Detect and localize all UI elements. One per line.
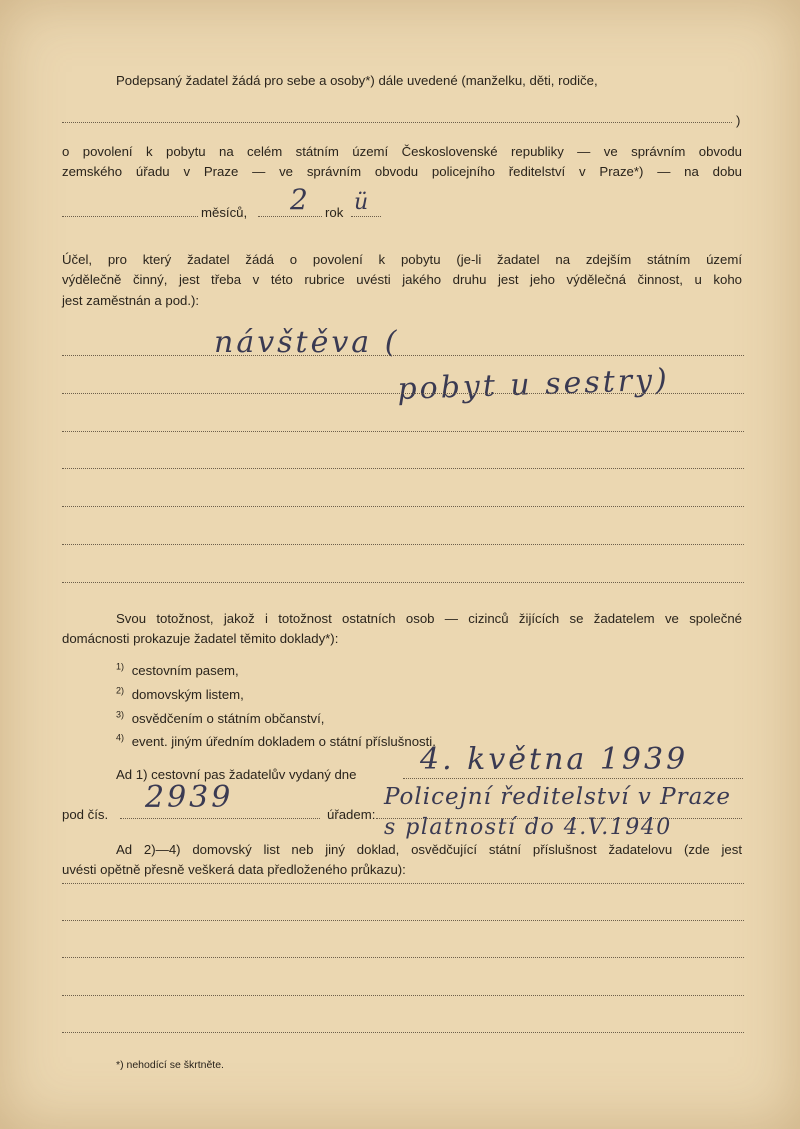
document-item: $^{4)}$ event. jiným úředním dokladem o státní příslušnosti. <box>116 732 436 749</box>
purpose-fill-line <box>62 468 744 469</box>
identity-line-1: Svou totožnost, jakož i totožnost ostatních osob — cizinců žijících se žadatelem ve společné <box>116 611 742 626</box>
document-item: $^{3)}$ osvědčením o státním občanství, <box>116 709 325 726</box>
passport-number-handwritten: 2939 <box>145 780 234 815</box>
year-handwritten: ü <box>354 190 372 215</box>
purpose-fill-line <box>62 393 744 394</box>
document-data-fill-line <box>62 995 744 996</box>
passport-number-label: pod čís. <box>62 807 109 822</box>
year-label: rok <box>325 205 344 220</box>
year-value-line <box>351 216 381 217</box>
purpose-fill-line <box>62 544 744 545</box>
purpose-handwritten-2: pobyt u sestry) <box>396 362 671 407</box>
purpose-fill-line <box>62 582 744 583</box>
passport-label: Ad 1) cestovní pas žadatelův vydaný dne <box>116 767 357 782</box>
document-item: $^{2)}$ domovským listem, <box>116 685 244 702</box>
months-fill-line <box>62 216 198 217</box>
purpose-fill-line <box>62 355 744 356</box>
passport-number-line <box>120 818 320 819</box>
months-value-line <box>258 216 322 217</box>
months-handwritten: 2 <box>290 183 311 216</box>
document-data-fill-line <box>62 883 744 884</box>
months-label: měsíců, <box>201 205 248 220</box>
passport-date-line <box>403 778 743 779</box>
relatives-fill-line <box>62 122 732 123</box>
purpose-fill-line <box>62 431 744 432</box>
document-item: $^{1)}$ cestovním pasem, <box>116 661 239 678</box>
issuing-office-label: úřadem: <box>327 807 376 822</box>
purpose-line-3: jest zaměstnán a pod.): <box>62 293 200 308</box>
validity-handwritten: s platností do 4.V.1940 <box>384 815 672 840</box>
intro-close-paren: ) <box>736 113 741 128</box>
footnote: *) nehodící se škrtněte. <box>116 1058 224 1071</box>
permit-line-2: zemského úřadu v Praze — ve správním obvodu policejního ředitelství v Praze*) — na dobu <box>62 164 742 179</box>
ad-2-4-line-1: Ad 2)—4) domovský list neb jiný doklad, osvědčující státní příslušnost žadatelovu (zde jest <box>116 842 742 857</box>
ad-2-4-line-2: uvésti opětně přesně veškerá data předloženého průkazu): <box>62 862 406 877</box>
purpose-handwritten-1: návštěva ( <box>214 325 400 360</box>
purpose-fill-line <box>62 506 744 507</box>
intro-line: Podepsaný žadatel žádá pro sebe a osoby*) dále uvedené (manželku, děti, rodiče, <box>116 73 598 88</box>
identity-line-2: domácnosti prokazuje žadatel těmito doklady*): <box>62 631 339 646</box>
permit-line-1: o povolení k pobytu na celém státním území Československé republiky — ve správním obvodu <box>62 144 742 159</box>
document-data-fill-line <box>62 957 744 958</box>
purpose-line-1: Účel, pro který žadatel žádá o povolení k pobytu (je-li žadatel na zdejším státním území <box>62 252 742 267</box>
document-data-fill-line <box>62 920 744 921</box>
purpose-line-2: výdělečně činný, jest třeba v této rubrice uvésti jakého druhu jest jeho výdělečná činnost, u koho <box>62 272 742 287</box>
issuing-office-handwritten: Policejní ředitelství v Praze <box>384 784 732 810</box>
passport-date-handwritten: 4. května 1939 <box>420 742 689 777</box>
document-data-fill-line <box>62 1032 744 1033</box>
